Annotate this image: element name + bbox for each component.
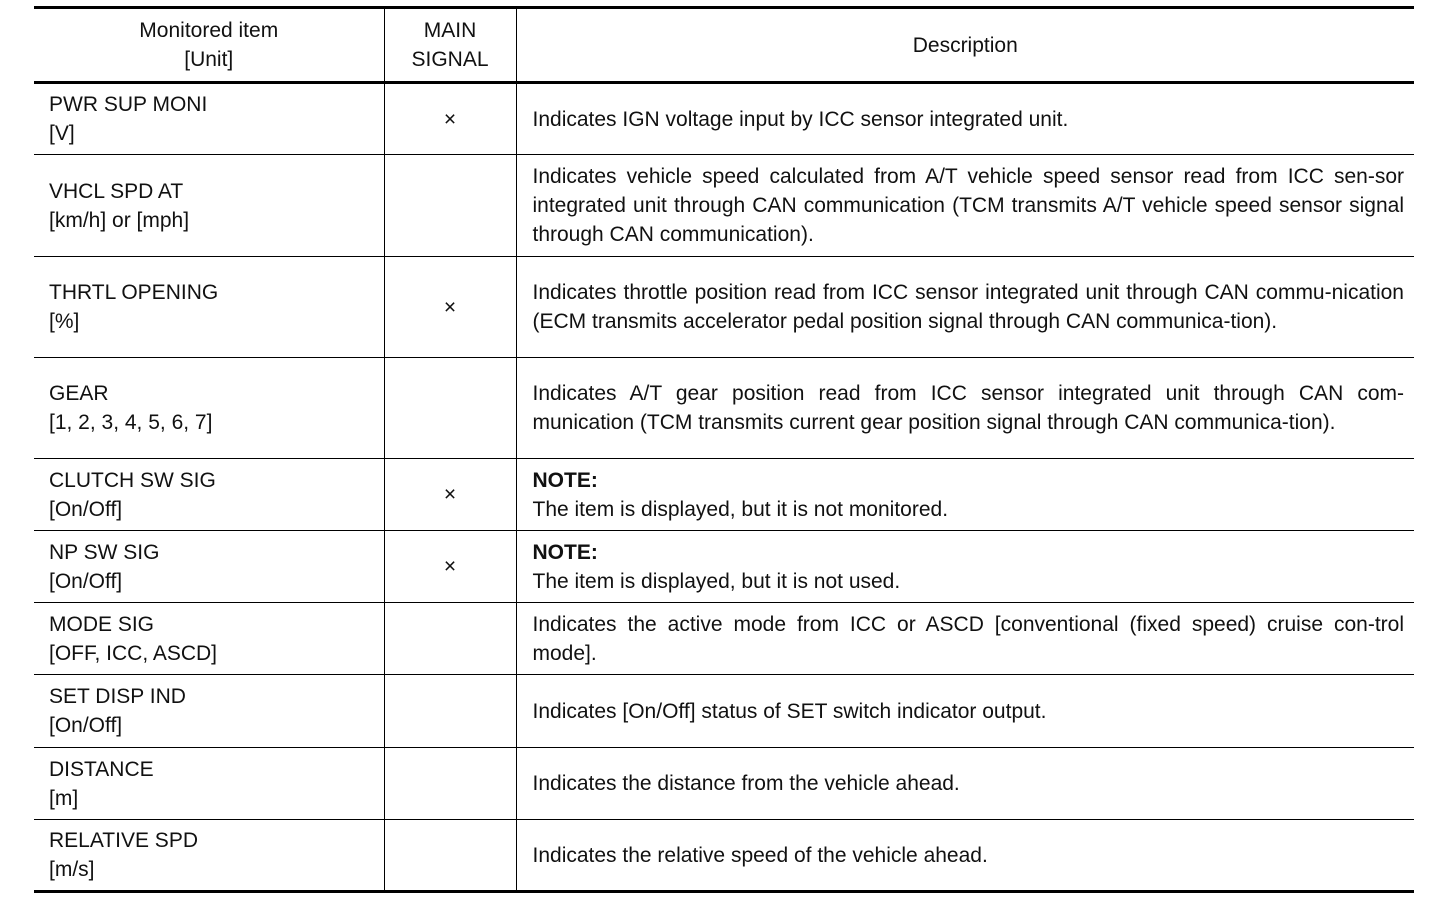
table-header-row — [34, 8, 1414, 83]
main-signal-mark: × — [384, 257, 516, 358]
item-cell — [34, 675, 384, 748]
main-signal-mark — [384, 675, 516, 748]
table-row — [34, 358, 1414, 459]
main-signal-mark — [384, 603, 516, 675]
item-unit: [km/h] or [mph] — [49, 208, 190, 232]
item-name: GEAR — [49, 382, 109, 405]
item-unit: [V] — [49, 122, 75, 145]
item-description: Indicates [On/Off] status of SET switch indicator output. — [516, 675, 1414, 748]
table-row — [34, 459, 1414, 531]
item-cell — [34, 358, 384, 459]
item-description: Indicates IGN voltage input by ICC sensor integrated unit. — [516, 83, 1414, 155]
item-unit: [On/Off] — [49, 497, 123, 521]
item-description — [516, 459, 1414, 531]
item-description: Indicates the relative speed of the vehicle ahead. — [516, 820, 1414, 892]
table-row — [34, 155, 1414, 257]
table-row — [34, 748, 1414, 820]
item-cell — [34, 257, 384, 358]
main-signal-mark — [384, 748, 516, 820]
item-name: DISTANCE — [49, 757, 154, 781]
item-cell — [34, 459, 384, 531]
item-unit: [%] — [49, 310, 80, 333]
item-description: Indicates vehicle speed calculated from A/T vehicle speed sensor read from ICC sen-sor integrated unit through CAN communication (TCM transmits A/T vehicle speed sensor signal through CAN communication). — [516, 155, 1414, 257]
item-unit: [1, 2, 3, 4, 5, 6, 7] — [49, 411, 213, 434]
item-name: VHCL SPD AT — [49, 179, 184, 203]
table-row — [34, 83, 1414, 155]
note-text: The item is displayed, but it is not monitored. — [532, 497, 949, 521]
main-signal-mark: × — [384, 83, 516, 155]
main-signal-mark — [384, 155, 516, 257]
main-signal-mark — [384, 358, 516, 459]
header-monitored-item: Monitored item [Unit] — [34, 8, 384, 83]
item-unit: [m/s] — [49, 858, 95, 881]
monitor-item-table — [34, 6, 1414, 893]
item-name: CLUTCH SW SIG — [49, 468, 216, 492]
table-row — [34, 257, 1414, 358]
note-label: NOTE: — [532, 540, 598, 564]
main-signal-mark: × — [384, 459, 516, 531]
table-row — [34, 675, 1414, 748]
item-name: NP SW SIG — [49, 540, 160, 564]
item-description: Indicates the distance from the vehicle ahead. — [516, 748, 1414, 820]
item-cell — [34, 603, 384, 675]
main-signal-mark — [384, 820, 516, 892]
item-description — [516, 531, 1414, 603]
table-row — [34, 603, 1414, 675]
item-description: Indicates throttle position read from ICC sensor integrated unit through CAN commu-nication (ECM transmits accelerator pedal position signal through CAN communica-tion). — [516, 257, 1414, 358]
table-row — [34, 820, 1414, 892]
item-cell — [34, 83, 384, 155]
table-row — [34, 531, 1414, 603]
note-text: The item is displayed, but it is not used. — [532, 569, 901, 593]
header-description: Description — [516, 8, 1414, 83]
item-name: RELATIVE SPD — [49, 829, 198, 852]
header-main-signal: MAIN SIGNAL — [384, 8, 516, 83]
main-signal-mark: × — [384, 531, 516, 603]
item-name: MODE SIG — [49, 612, 155, 636]
item-unit: [On/Off] — [49, 714, 123, 737]
note-label: NOTE: — [532, 468, 598, 492]
item-cell — [34, 531, 384, 603]
item-name: SET DISP IND — [49, 685, 186, 708]
item-cell — [34, 820, 384, 892]
item-cell — [34, 748, 384, 820]
item-description: Indicates the active mode from ICC or ASCD [conventional (fixed speed) cruise con-trol mode]. — [516, 603, 1414, 675]
item-cell — [34, 155, 384, 257]
item-unit: [m] — [49, 786, 79, 810]
item-unit: [OFF, ICC, ASCD] — [49, 641, 218, 665]
item-unit: [On/Off] — [49, 569, 123, 593]
item-name: THRTL OPENING — [49, 281, 219, 304]
item-name: PWR SUP MONI — [49, 93, 208, 116]
item-description: Indicates A/T gear position read from ICC sensor integrated unit through CAN com-munication (TCM transmits current gear position signal through CAN communica-tion). — [516, 358, 1414, 459]
